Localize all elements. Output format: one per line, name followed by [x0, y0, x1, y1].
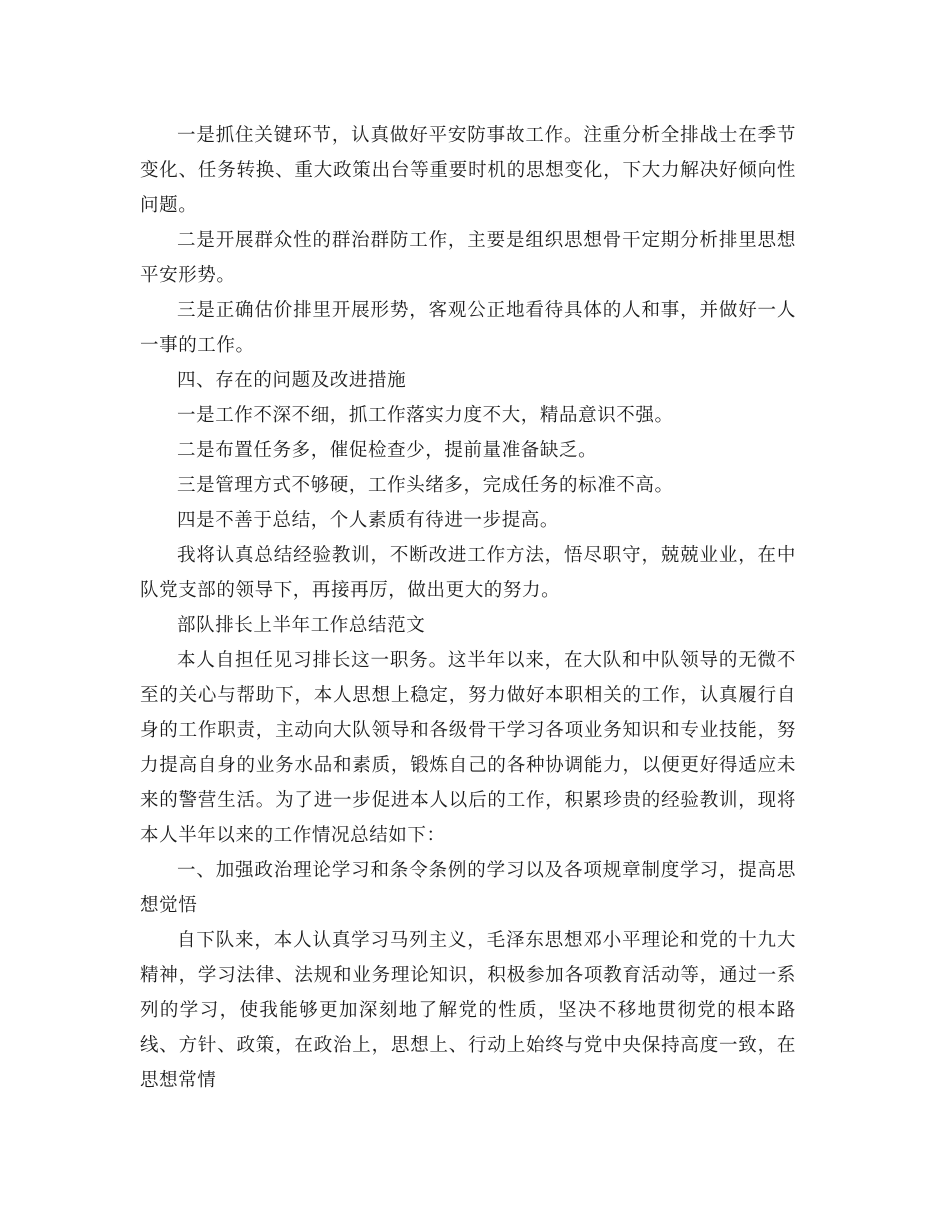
article-title: 部队排长上半年工作总结范文	[177, 615, 426, 636]
paragraph-issue-3: 三是管理方式不够硬，工作头绪多，完成任务的标准不高。	[177, 475, 674, 496]
paragraph-measure-2: 二是开展群众性的群治群防工作，主要是组织思想骨干定期分析排里思想平安形势。	[140, 230, 796, 286]
paragraph-intro: 本人自担任见习排长这一职务。这半年以来，在大队和中队领导的无微不至的关心与帮助下，本人思想上稳定，努力做好本职相关的工作，认真履行自身的工作职责，主动向大队领导和各级骨干学习各项业务知识和专业技能，努力提高自身的业务水品和素质，锻炼自己的各种协调能力，以便更好得适应未来的警营生活。为了进一步促进本人以后的工作，积累珍贵的经验教训，现将本人半年以来的工作情况总结如下：	[140, 650, 796, 846]
paragraph-issue-4: 四是不善于总结，个人素质有待进一步提高。	[177, 510, 560, 531]
section-heading-issues: 四、存在的问题及改进措施	[177, 370, 407, 391]
paragraph-measure-3: 三是正确估价排里开展形势，客观公正地看待具体的人和事，并做好一人一事的工作。	[140, 300, 796, 356]
paragraph-issue-1: 一是工作不深不细，抓工作落实力度不大，精品意识不强。	[177, 405, 674, 426]
paragraph-political-study: 自下队来，本人认真学习马列主义，毛泽东思想邓小平理论和党的十九大精神，学习法律、法规和业务理论知识，积极参加各项教育活动等，通过一系列的学习，使我能够更加深刻地了解党的性质，坚决不移地贯彻党的根本路线、方针、政策，在政治上，思想上、行动上始终与党中央保持高度一致，在思想常情	[140, 930, 796, 1091]
paragraph-closing: 我将认真总结经验教训，不断改进工作方法，悟尽职守，兢兢业业，在中队党支部的领导下，再接再厉，做出更大的努力。	[140, 545, 796, 601]
document-body	[140, 118, 796, 1098]
paragraph-issue-2: 二是布置任务多，催促检查少，提前量准备缺乏。	[177, 440, 598, 461]
section-heading-political-study: 一、加强政治理论学习和条令条例的学习以及各项规章制度学习，提高思想觉悟	[140, 860, 796, 916]
paragraph-measure-1: 一是抓住关键环节，认真做好平安防事故工作。注重分析全排战士在季节变化、任务转换、重大政策出台等重要时机的思想变化，下大力解决好倾向性问题。	[140, 125, 796, 216]
